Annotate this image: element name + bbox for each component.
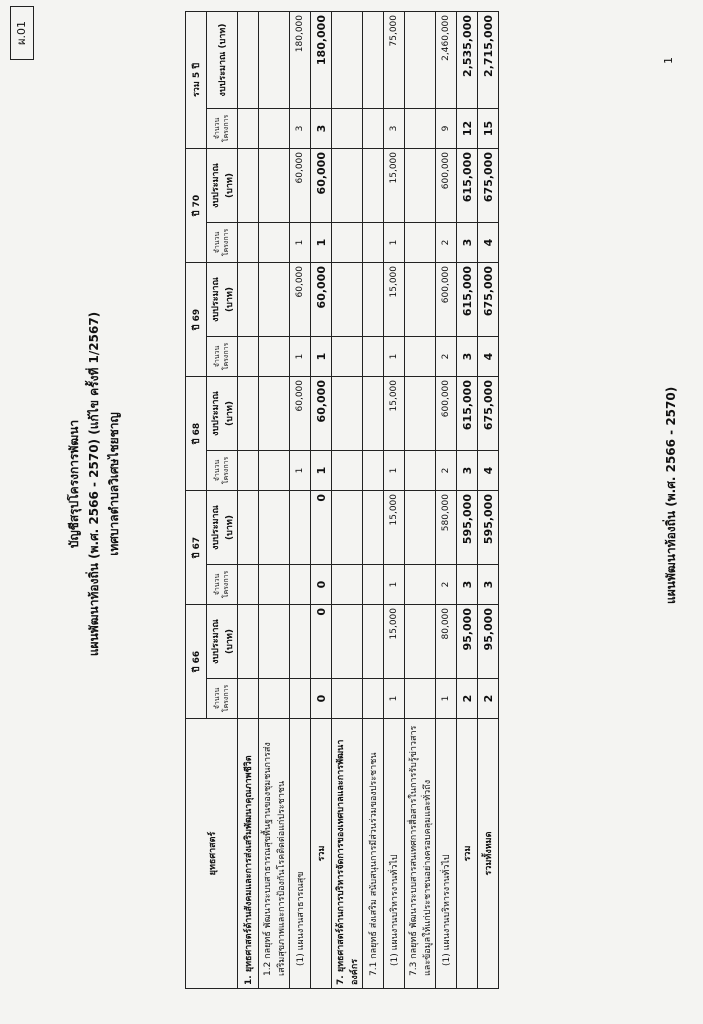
cell-count: 1	[311, 337, 332, 377]
cell-budget	[405, 605, 436, 679]
cell-count	[259, 109, 290, 149]
cell-budget: 0	[311, 605, 332, 679]
cell-budget	[238, 377, 259, 451]
cell-count: 2	[457, 679, 478, 719]
cell-count: 2	[436, 565, 457, 605]
header-budget: งบประมาณ (บาท)	[207, 149, 238, 223]
cell-count: 4	[478, 337, 499, 377]
cell-budget: 2,460,000	[436, 12, 457, 109]
cell-count: 0	[311, 565, 332, 605]
page-number: 1	[662, 57, 675, 64]
cell-budget: 60,000	[311, 149, 332, 223]
cell-count	[405, 223, 436, 263]
cell-count: 1	[290, 223, 311, 263]
cell-budget: 15,000	[384, 491, 405, 565]
cell-count: 1	[384, 679, 405, 719]
cell-count	[363, 679, 384, 719]
cell-budget: 615,000	[457, 377, 478, 451]
cell-count: 1	[311, 223, 332, 263]
cell-budget: 60,000	[311, 263, 332, 337]
cell-budget: 60,000	[290, 263, 311, 337]
cell-budget	[363, 491, 384, 565]
cell-count	[405, 565, 436, 605]
header-strategy: ยุทธศาสตร์	[186, 719, 238, 989]
document-titles	[64, 224, 124, 744]
cell-budget	[259, 12, 290, 109]
cell-count: 1	[384, 223, 405, 263]
cell-count: 1	[290, 337, 311, 377]
cell-count: 2	[436, 451, 457, 491]
cell-budget	[290, 491, 311, 565]
cell-count	[363, 223, 384, 263]
cell-count	[405, 337, 436, 377]
cell-count	[238, 109, 259, 149]
cell-budget	[238, 491, 259, 565]
title-line: เทศบาลตำบลวิเศษไชยชาญ	[107, 412, 121, 556]
cell-budget	[259, 377, 290, 451]
cell-budget: 95,000	[478, 605, 499, 679]
header-year: ปี 68	[186, 377, 207, 491]
cell-budget: 180,000	[290, 12, 311, 109]
cell-budget: 615,000	[457, 263, 478, 337]
cell-budget: 15,000	[384, 149, 405, 223]
cell-budget	[363, 377, 384, 451]
title-line: บัญชีสรุปโครงการพัฒนา	[67, 419, 81, 549]
header-year: ปี 66	[186, 605, 207, 719]
table-row	[311, 12, 332, 989]
cell-budget: 2,535,000	[457, 12, 478, 109]
cell-budget: 615,000	[457, 149, 478, 223]
header-count: จำนวนโครงการ	[207, 451, 238, 491]
cell-budget: 600,000	[436, 263, 457, 337]
cell-count: 1	[384, 565, 405, 605]
cell-count: 2	[436, 337, 457, 377]
cell-budget: 60,000	[290, 149, 311, 223]
cell-budget: 60,000	[311, 377, 332, 451]
cell-count	[405, 451, 436, 491]
cell-count: 3	[290, 109, 311, 149]
summary-table	[185, 11, 499, 989]
cell-budget: 675,000	[478, 377, 499, 451]
cell-count	[332, 109, 363, 149]
header-count: จำนวนโครงการ	[207, 565, 238, 605]
cell-count: 1	[290, 451, 311, 491]
cell-count	[259, 679, 290, 719]
cell-count: 3	[478, 565, 499, 605]
cell-budget: 15,000	[384, 377, 405, 451]
row-label: 7.1 กลยุทธ์ ส่งเสริม สนับสนุนการมีส่วนร่วมของประชาชน	[363, 719, 384, 989]
row-label: 1.2 กลยุทธ์ พัฒนาระบบสาธารณสุขพื้นฐานของชุมชนการส่งเสริมสุขภาพและการป้องกันโรคติดต่อแก่ประชาชน	[259, 719, 290, 989]
header-budget: งบประมาณ (บาท)	[207, 605, 238, 679]
cell-count	[363, 451, 384, 491]
table-row	[436, 12, 457, 989]
table-row	[290, 12, 311, 989]
cell-count	[259, 565, 290, 605]
table-row	[332, 12, 363, 989]
cell-budget	[259, 263, 290, 337]
row-label: 1. ยุทธศาสตร์ด้านสังคมและการส่งเสริมพัฒนาคุณภาพชีวิต	[238, 719, 259, 989]
cell-count: 1	[384, 337, 405, 377]
row-label: รวมทั้งหมด	[478, 719, 499, 989]
cell-count	[332, 565, 363, 605]
title-line: แผนพัฒนาท้องถิ่น (พ.ศ. 2566 - 2570) (แก้ไข ครั้งที่ 1/2567)	[87, 311, 101, 657]
form-code: ผ.01	[10, 6, 34, 60]
header-year: รวม 5 ปี	[186, 12, 207, 149]
cell-budget: 600,000	[436, 149, 457, 223]
cell-count	[238, 451, 259, 491]
cell-budget	[332, 12, 363, 109]
header-budget: งบประมาณ (บาท)	[207, 491, 238, 565]
cell-budget	[332, 491, 363, 565]
cell-budget	[290, 605, 311, 679]
cell-count: 3	[311, 109, 332, 149]
cell-budget	[332, 263, 363, 337]
cell-count: 3	[457, 451, 478, 491]
header-row-years	[186, 12, 207, 989]
header-year: ปี 69	[186, 263, 207, 377]
cell-budget: 675,000	[478, 149, 499, 223]
cell-count: 15	[478, 109, 499, 149]
cell-count: 4	[478, 223, 499, 263]
table-row	[384, 12, 405, 989]
cell-count	[332, 337, 363, 377]
header-budget: งบประมาณ (บาท)	[207, 12, 238, 109]
cell-count	[363, 565, 384, 605]
cell-budget	[405, 149, 436, 223]
cell-budget	[363, 263, 384, 337]
header-year: ปี 67	[186, 491, 207, 605]
row-label: (1) แผนงานบริหารงานทั่วไป	[384, 719, 405, 989]
cell-budget	[238, 149, 259, 223]
cell-count: 1	[384, 451, 405, 491]
cell-count: 1	[311, 451, 332, 491]
cell-count	[405, 109, 436, 149]
cell-count: 2	[478, 679, 499, 719]
table-row	[457, 12, 478, 989]
cell-count: 3	[457, 565, 478, 605]
table-body	[238, 12, 499, 989]
cell-budget: 75,000	[384, 12, 405, 109]
cell-budget: 675,000	[478, 263, 499, 337]
header-count: จำนวนโครงการ	[207, 679, 238, 719]
cell-budget	[405, 491, 436, 565]
header-year: ปี 70	[186, 149, 207, 263]
cell-count	[259, 451, 290, 491]
header-budget: งบประมาณ (บาท)	[207, 263, 238, 337]
cell-budget: 580,000	[436, 491, 457, 565]
cell-count	[259, 337, 290, 377]
table-row	[478, 12, 499, 989]
cell-count	[405, 679, 436, 719]
cell-budget: 180,000	[311, 12, 332, 109]
cell-count	[238, 679, 259, 719]
table-row	[259, 12, 290, 989]
cell-count: 1	[436, 679, 457, 719]
cell-budget	[238, 12, 259, 109]
cell-budget	[259, 605, 290, 679]
row-label: รวม	[311, 719, 332, 989]
cell-budget: 0	[311, 491, 332, 565]
cell-count: 4	[478, 451, 499, 491]
cell-count	[332, 451, 363, 491]
cell-budget	[332, 377, 363, 451]
cell-budget: 600,000	[436, 377, 457, 451]
cell-budget	[259, 491, 290, 565]
cell-count	[238, 337, 259, 377]
cell-count	[332, 223, 363, 263]
header-count: จำนวนโครงการ	[207, 109, 238, 149]
cell-count	[238, 565, 259, 605]
cell-count	[290, 565, 311, 605]
header-budget: งบประมาณ (บาท)	[207, 377, 238, 451]
cell-budget	[238, 263, 259, 337]
row-label: รวม	[457, 719, 478, 989]
cell-budget	[259, 149, 290, 223]
table-row	[363, 12, 384, 989]
cell-budget	[363, 149, 384, 223]
cell-budget: 80,000	[436, 605, 457, 679]
table-row	[238, 12, 259, 989]
cell-budget: 95,000	[457, 605, 478, 679]
cell-count	[363, 109, 384, 149]
cell-budget	[363, 605, 384, 679]
cell-count	[363, 337, 384, 377]
cell-budget	[405, 377, 436, 451]
cell-count	[259, 223, 290, 263]
cell-count	[238, 223, 259, 263]
cell-count: 3	[457, 223, 478, 263]
cell-count: 2	[436, 223, 457, 263]
cell-budget: 15,000	[384, 605, 405, 679]
footer-plan-name: แผนพัฒนาท้องถิ่น (พ.ศ. 2566 - 2570)	[664, 386, 678, 604]
cell-count	[290, 679, 311, 719]
cell-budget: 60,000	[290, 377, 311, 451]
cell-budget: 2,715,000	[478, 12, 499, 109]
cell-budget	[332, 605, 363, 679]
cell-budget	[238, 605, 259, 679]
header-count: จำนวนโครงการ	[207, 337, 238, 377]
cell-budget: 15,000	[384, 263, 405, 337]
cell-count: 0	[311, 679, 332, 719]
row-label: 7.3 กลยุทธ์ พัฒนาระบบสารสนเทศการสื่อสารในการรับรู้ข่าวสารและข้อมูลให้แก่ประชาชนอย่างครอบคลุมและทั่วถึง	[405, 719, 436, 989]
cell-count: 12	[457, 109, 478, 149]
cell-count: 3	[457, 337, 478, 377]
cell-budget	[363, 12, 384, 109]
row-label: (1) แผนงานสาธารณสุข	[290, 719, 311, 989]
cell-budget	[405, 263, 436, 337]
header-count: จำนวนโครงการ	[207, 223, 238, 263]
cell-budget	[332, 149, 363, 223]
row-label: (1) แผนงานบริหารงานทั่วไป	[436, 719, 457, 989]
cell-count: 9	[436, 109, 457, 149]
cell-budget	[405, 12, 436, 109]
cell-count: 3	[384, 109, 405, 149]
row-label: 7. ยุทธศาสตร์ด้านการบริหารจัดการของเทศบาลและการพัฒนาองค์กร	[332, 719, 363, 989]
cell-budget: 595,000	[457, 491, 478, 565]
cell-budget: 595,000	[478, 491, 499, 565]
table-row	[405, 12, 436, 989]
cell-count	[332, 679, 363, 719]
